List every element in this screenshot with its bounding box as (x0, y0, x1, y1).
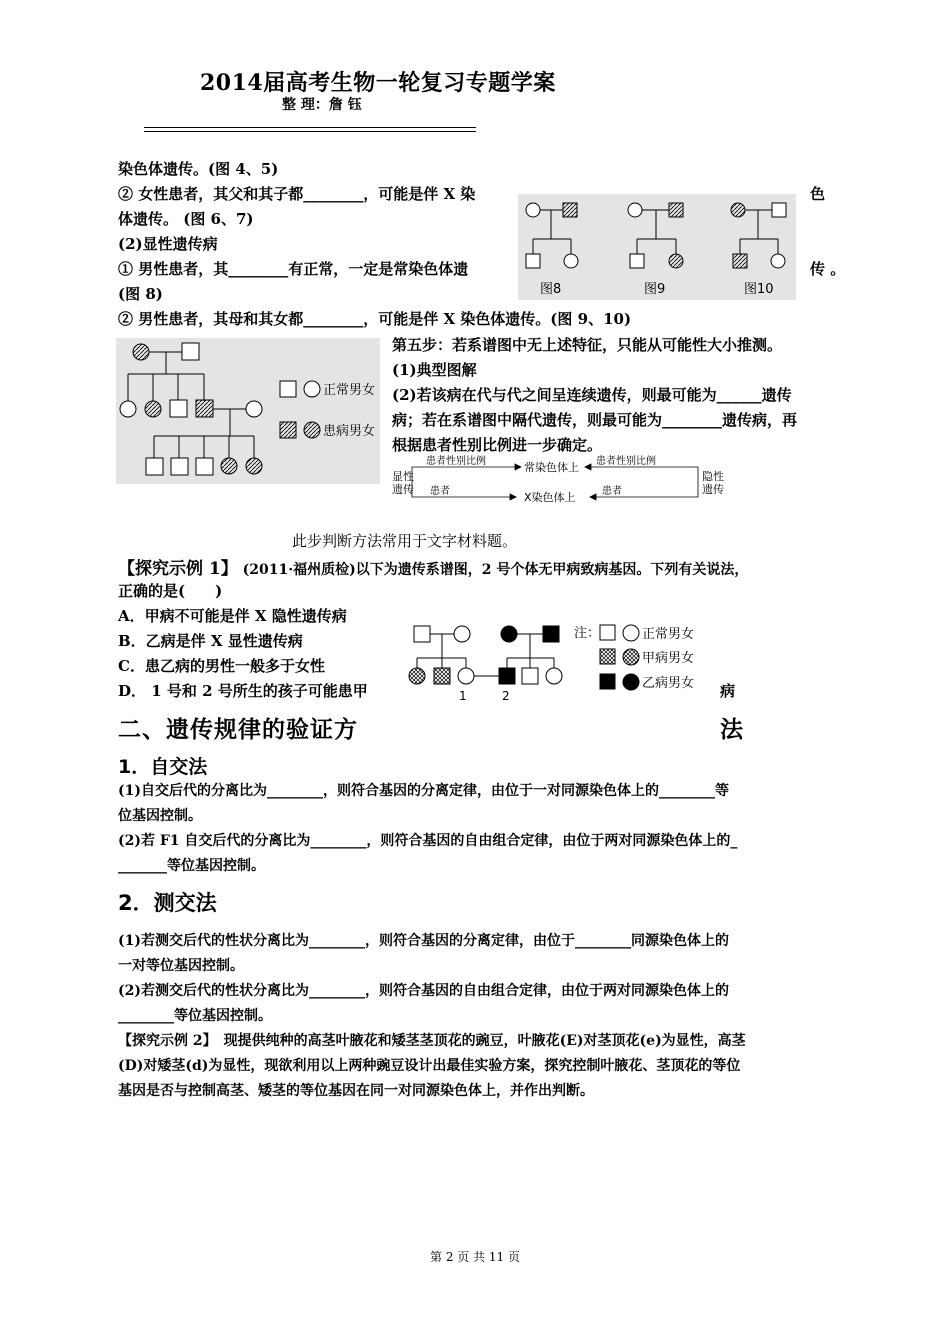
section-heading-end: 法 (720, 716, 744, 743)
text-line: ② 男性患者，其母和其女都________，可能是伴 X 染色体遗传。(图 9、10) (118, 310, 632, 328)
text-line-end: 色 (810, 185, 826, 203)
individual-1-label: 1 (459, 689, 467, 703)
text-line: _______等位基因控制。 (118, 858, 265, 874)
step5-line: (2)若该病在代与代之间呈连续遗传，则最可能为______遗传 (392, 386, 792, 404)
text-line-end: 传 。 (810, 260, 846, 278)
legend-affected: 患病男女 (323, 424, 376, 439)
step5-line: (1)典型图解 (392, 361, 477, 379)
legend-disease-a: 甲病男女 (642, 651, 695, 666)
step5-line: 第五步：若系谱图中无上述特征，只能从可能性大小推测。 (392, 336, 783, 354)
step-note: 此步判断方法常用于文字材料题。 (292, 532, 518, 550)
page-footer: 第 2 页 共 11 页 (430, 1250, 520, 1264)
text-line: ________等位基因控制。 (118, 1008, 272, 1024)
legend-disease-b: 乙病男女 (642, 676, 695, 691)
figure-label: 图10 (744, 282, 774, 297)
flow-patient-left: 患者 (430, 486, 450, 497)
inheritance-flow-diagram (390, 455, 730, 510)
text-line: (1)若测交后代的性状分离比为________，则符合基因的分离定律，由位于________同源染色体上的 (118, 933, 729, 949)
option-b: B．乙病是伴 X 显性遗传病 (118, 632, 303, 650)
option-c: C．患乙病的男性一般多于女性 (118, 657, 325, 675)
flow-recessive-2: 遗传 (702, 483, 724, 496)
pedigree-example1 (404, 618, 724, 704)
pedigree-figures-8-10 (518, 194, 796, 300)
text-line: 染色体遗传。(图 4、5) (118, 160, 279, 178)
example2-line: 基因是否与控制高茎、矮茎的等位基因在同一对同源染色体上，并作出判断。 (118, 1083, 594, 1099)
text-line: (2)若测交后代的性状分离比为________，则符合基因的自由组合定律，由位于两对同源染色体上的 (118, 983, 729, 999)
option-d-end: 病 (720, 682, 736, 700)
text-line: (图 8) (118, 285, 163, 303)
header-rule-top (144, 127, 476, 128)
flow-dominant-2: 遗传 (392, 483, 414, 496)
flow-recessive-1: 隐性 (702, 470, 724, 483)
flow-ratio-right: 患者性别比例 (596, 456, 656, 467)
example1-stem-text: (2011·福州质检)以下为遗传系谱图，2 号个体无甲病致病基因。下列有关说法， (237, 562, 749, 578)
example1-stem-2: 正确的是( ) (118, 582, 223, 600)
page-title: 2014届高考生物一轮复习专题学案 (200, 70, 556, 96)
text-line: 体遗传。 (图 6、7) (118, 210, 254, 228)
example1-tag: 【探究示例 1】 (118, 559, 238, 579)
text-line: 位基因控制。 (118, 808, 202, 824)
pedigree-large (116, 338, 380, 484)
individual-2-label: 2 (502, 689, 510, 703)
section-heading: 二、遗传规律的验证方 (118, 716, 358, 743)
legend-note: 注： (574, 626, 601, 641)
text-line: ② 女性患者，其父和其子都________，可能是伴 X 染 (118, 185, 476, 203)
flow-patient-right: 患者 (602, 486, 622, 497)
figure-label: 图8 (540, 282, 562, 297)
text-line: (2)显性遗传病 (118, 235, 218, 253)
example2-line: 【探究示例 2】 现提供纯种的高茎叶腋花和矮茎茎顶花的豌豆，叶腋花(E)对茎顶花(e)为显性，高茎 (118, 1033, 746, 1049)
option-a: A．甲病不可能是伴 X 隐性遗传病 (118, 607, 347, 625)
figure-label: 图9 (644, 282, 666, 297)
flow-autosome: 常染色体上 (524, 461, 579, 474)
step5-line: 根据患者性别比例进一步确定。 (392, 436, 603, 454)
step5-line: 病；若在系谱图中隔代遗传，则最可能为________遗传病，再 (392, 411, 798, 429)
header-rule-bottom (144, 131, 476, 132)
legend-normal: 正常男女 (323, 383, 376, 398)
subheading-testcross: 2．测交法 (118, 891, 217, 915)
editor-line: 整 理：詹 钰 (282, 97, 362, 113)
subheading-selfing: 1．自交法 (118, 756, 208, 778)
text-line: ① 男性患者，其________有正常，一定是常染色体遗 (118, 260, 469, 278)
flow-ratio-left: 患者性别比例 (426, 456, 486, 467)
flow-dominant-1: 显性 (392, 470, 414, 483)
example2-line: (D)对矮茎(d)为显性，现欲利用以上两种豌豆设计出最佳实验方案，探究控制叶腋花、茎顶花的等位 (118, 1058, 741, 1074)
text-line: 一对等位基因控制。 (118, 958, 244, 974)
legend-normal-ex1: 正常男女 (642, 627, 695, 642)
text-line: (2)若 F1 自交后代的分离比为________，则符合基因的自由组合定律，由位于两对同源染色体上的_ (118, 833, 738, 849)
text-line: (1)自交后代的分离比为________，则符合基因的分离定律，由位于一对同源染色体上的________等 (118, 783, 729, 799)
example1-stem (118, 554, 748, 579)
option-d: D． 1 号和 2 号所生的孩子可能患甲 (118, 682, 368, 700)
flow-xchrom: X染色体上 (524, 491, 576, 504)
